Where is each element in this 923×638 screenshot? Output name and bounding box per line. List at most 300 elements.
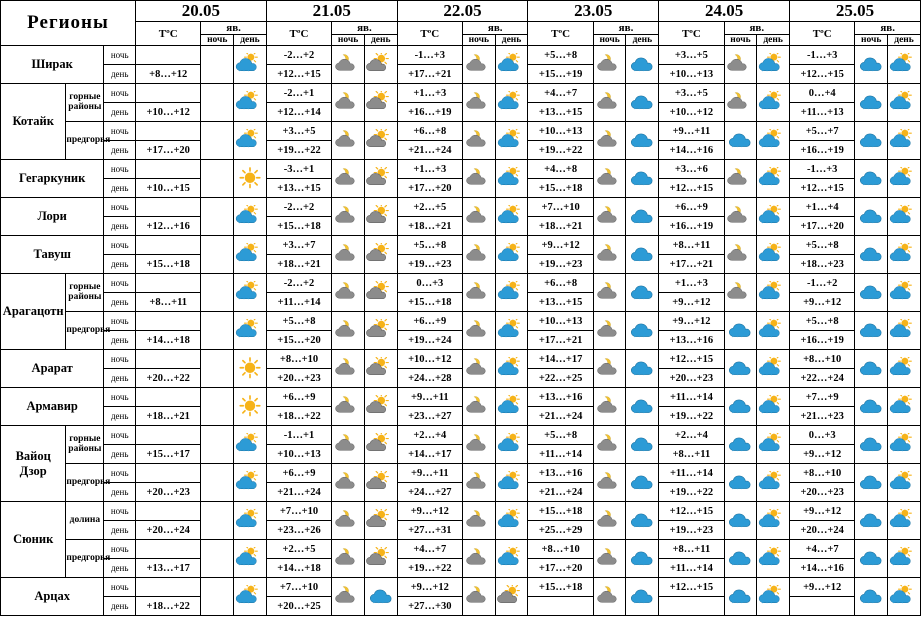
temp-day-5: +14…+16 xyxy=(790,559,855,578)
header-night-2: ночь xyxy=(463,35,496,46)
icon-day-5 xyxy=(888,502,921,540)
icon-day-0 xyxy=(234,46,267,84)
temp-day-3: +21…+24 xyxy=(528,483,593,502)
temp-night-4: +6…+9 xyxy=(659,198,724,217)
icon-day-2 xyxy=(495,236,528,274)
row-label-night: ночь xyxy=(104,312,136,331)
temp-day-5: +9…+12 xyxy=(790,293,855,312)
row-label-day: день xyxy=(104,103,136,122)
temp-night-4: +9…+12 xyxy=(659,312,724,331)
row-label-night: ночь xyxy=(104,350,136,369)
temp-night-5: 0…+3 xyxy=(790,426,855,445)
icon-day-1 xyxy=(364,388,397,426)
icon-day-0 xyxy=(234,198,267,236)
temp-day-4: +17…+21 xyxy=(659,255,724,274)
temp-night-2: 0…+3 xyxy=(397,274,462,293)
header-date-2: 22.05 xyxy=(397,1,528,22)
temp-day-4: +19…+23 xyxy=(659,521,724,540)
temp-night-0 xyxy=(136,502,201,521)
icon-night-1 xyxy=(332,502,365,540)
icon-night-0 xyxy=(201,540,234,578)
icon-day-4 xyxy=(757,122,790,160)
temp-day-2: +17…+21 xyxy=(397,65,462,84)
row-label-night: ночь xyxy=(104,236,136,255)
icon-night-3 xyxy=(593,464,626,502)
icon-day-0 xyxy=(234,426,267,464)
icon-night-5 xyxy=(855,388,888,426)
temp-night-4: +3…+5 xyxy=(659,84,724,103)
temp-day-5: +16…+19 xyxy=(790,141,855,160)
region-subzone: горные районы xyxy=(66,274,104,312)
table-row xyxy=(1,502,921,521)
icon-night-1 xyxy=(332,350,365,388)
icon-night-4 xyxy=(724,160,757,198)
header-phenom-3: яв. xyxy=(593,22,658,35)
icon-night-3 xyxy=(593,236,626,274)
temp-night-5: +9…+12 xyxy=(790,578,855,597)
icon-night-2 xyxy=(463,160,496,198)
temp-night-3: +15…+18 xyxy=(528,502,593,521)
icon-day-4 xyxy=(757,312,790,350)
icon-day-1 xyxy=(364,464,397,502)
temp-night-5: +5…+8 xyxy=(790,236,855,255)
temp-day-5: +21…+23 xyxy=(790,407,855,426)
temp-day-1: +20…+25 xyxy=(266,597,331,616)
icon-night-5 xyxy=(855,540,888,578)
table-row xyxy=(1,312,921,331)
row-label-day: день xyxy=(104,559,136,578)
row-label-night: ночь xyxy=(104,122,136,141)
region-subzone: предгорья xyxy=(66,464,104,502)
temp-day-2: +17…+20 xyxy=(397,179,462,198)
header-temp-5: TºC xyxy=(790,22,855,46)
temp-day-4: +16…+19 xyxy=(659,217,724,236)
icon-day-0 xyxy=(234,578,267,616)
header-night-1: ночь xyxy=(332,35,365,46)
temp-day-0: +18…+22 xyxy=(136,597,201,616)
icon-night-3 xyxy=(593,540,626,578)
icon-day-0 xyxy=(234,160,267,198)
temp-night-3: +6…+8 xyxy=(528,274,593,293)
icon-night-2 xyxy=(463,198,496,236)
row-label-night: ночь xyxy=(104,160,136,179)
temp-day-3: +13…+15 xyxy=(528,293,593,312)
region-name: Сюник xyxy=(1,502,66,578)
temp-day-5: +12…+15 xyxy=(790,65,855,84)
temp-night-1: -2…+1 xyxy=(266,84,331,103)
temp-day-0: +12…+16 xyxy=(136,217,201,236)
temp-night-0 xyxy=(136,274,201,293)
icon-night-3 xyxy=(593,274,626,312)
icon-day-2 xyxy=(495,84,528,122)
icon-day-1 xyxy=(364,350,397,388)
icon-day-1 xyxy=(364,426,397,464)
temp-night-1: +8…+10 xyxy=(266,350,331,369)
header-temp-1: TºC xyxy=(266,22,331,46)
icon-night-0 xyxy=(201,350,234,388)
icon-night-4 xyxy=(724,464,757,502)
icon-day-3 xyxy=(626,540,659,578)
temp-night-0 xyxy=(136,84,201,103)
row-label-day: день xyxy=(104,483,136,502)
icon-night-0 xyxy=(201,122,234,160)
icon-day-5 xyxy=(888,236,921,274)
header-day-2: день xyxy=(495,35,528,46)
temp-night-3: +4…+8 xyxy=(528,160,593,179)
icon-day-5 xyxy=(888,84,921,122)
temp-night-5: -1…+3 xyxy=(790,160,855,179)
icon-night-0 xyxy=(201,236,234,274)
temp-night-0 xyxy=(136,312,201,331)
icon-day-2 xyxy=(495,502,528,540)
temp-day-0: +10…+12 xyxy=(136,103,201,122)
temp-day-3: +11…+14 xyxy=(528,445,593,464)
icon-day-5 xyxy=(888,464,921,502)
icon-day-3 xyxy=(626,198,659,236)
temp-night-4: +1…+3 xyxy=(659,274,724,293)
temp-day-4: +10…+13 xyxy=(659,65,724,84)
temp-night-2: -1…+3 xyxy=(397,46,462,65)
icon-night-4 xyxy=(724,388,757,426)
temp-night-0 xyxy=(136,578,201,597)
header-day-5: день xyxy=(888,35,921,46)
icon-day-0 xyxy=(234,350,267,388)
temp-day-2: +27…+31 xyxy=(397,521,462,540)
icon-night-3 xyxy=(593,46,626,84)
temp-night-0 xyxy=(136,464,201,483)
row-label-night: ночь xyxy=(104,578,136,597)
temp-night-5: 0…+4 xyxy=(790,84,855,103)
region-name: Лори xyxy=(1,198,104,236)
temp-day-4: +19…+22 xyxy=(659,407,724,426)
header-night-5: ночь xyxy=(855,35,888,46)
icon-night-3 xyxy=(593,198,626,236)
icon-night-5 xyxy=(855,198,888,236)
icon-night-5 xyxy=(855,502,888,540)
icon-day-0 xyxy=(234,84,267,122)
temp-night-4: +12…+15 xyxy=(659,578,724,597)
icon-day-2 xyxy=(495,46,528,84)
temp-night-4: +11…+14 xyxy=(659,464,724,483)
temp-day-5: +9…+12 xyxy=(790,445,855,464)
row-label-night: ночь xyxy=(104,46,136,65)
temp-day-5 xyxy=(790,597,855,616)
icon-day-5 xyxy=(888,122,921,160)
icon-day-5 xyxy=(888,578,921,616)
row-label-night: ночь xyxy=(104,388,136,407)
icon-night-1 xyxy=(332,578,365,616)
icon-day-1 xyxy=(364,236,397,274)
temp-day-4: +10…+12 xyxy=(659,103,724,122)
icon-day-2 xyxy=(495,464,528,502)
temp-day-5: +22…+24 xyxy=(790,369,855,388)
temp-day-3: +18…+21 xyxy=(528,217,593,236)
region-subzone: предгорья xyxy=(66,122,104,160)
icon-day-0 xyxy=(234,540,267,578)
temp-day-4: +19…+22 xyxy=(659,483,724,502)
temp-night-3: +13…+16 xyxy=(528,388,593,407)
temp-night-2: +9…+11 xyxy=(397,388,462,407)
icon-night-3 xyxy=(593,350,626,388)
temp-day-0: +8…+11 xyxy=(136,293,201,312)
table-row xyxy=(1,122,921,141)
icon-day-5 xyxy=(888,426,921,464)
icon-day-2 xyxy=(495,160,528,198)
region-subzone: предгорья xyxy=(66,540,104,578)
temp-night-3: +10…+13 xyxy=(528,312,593,331)
temp-day-2: +19…+24 xyxy=(397,331,462,350)
icon-night-3 xyxy=(593,312,626,350)
icon-day-3 xyxy=(626,160,659,198)
temp-night-2: +1…+3 xyxy=(397,84,462,103)
icon-night-2 xyxy=(463,426,496,464)
region-subzone: горные районы xyxy=(66,426,104,464)
row-label-night: ночь xyxy=(104,426,136,445)
icon-night-5 xyxy=(855,426,888,464)
icon-night-0 xyxy=(201,46,234,84)
icon-day-2 xyxy=(495,426,528,464)
icon-day-3 xyxy=(626,426,659,464)
icon-day-2 xyxy=(495,350,528,388)
header-date-5: 25.05 xyxy=(790,1,921,22)
icon-night-0 xyxy=(201,502,234,540)
icon-night-2 xyxy=(463,578,496,616)
icon-night-4 xyxy=(724,540,757,578)
icon-day-2 xyxy=(495,578,528,616)
temp-night-1: +2…+5 xyxy=(266,540,331,559)
icon-day-4 xyxy=(757,388,790,426)
temp-night-1: +7…+10 xyxy=(266,578,331,597)
temp-day-2: +19…+22 xyxy=(397,559,462,578)
temp-night-5: +4…+7 xyxy=(790,540,855,559)
region-name: Гегаркуник xyxy=(1,160,104,198)
icon-day-4 xyxy=(757,464,790,502)
icon-night-5 xyxy=(855,160,888,198)
icon-day-0 xyxy=(234,388,267,426)
temp-night-1: -2…+2 xyxy=(266,274,331,293)
temp-night-1: +5…+8 xyxy=(266,312,331,331)
temp-day-1: +10…+13 xyxy=(266,445,331,464)
icon-night-5 xyxy=(855,236,888,274)
temp-night-5: +5…+7 xyxy=(790,122,855,141)
temp-day-3: +17…+20 xyxy=(528,559,593,578)
header-phenom-1: яв. xyxy=(332,22,397,35)
header-phenom-4: яв. xyxy=(724,22,789,35)
icon-night-2 xyxy=(463,540,496,578)
icon-night-4 xyxy=(724,198,757,236)
region-name: Тавуш xyxy=(1,236,104,274)
row-label-day: день xyxy=(104,369,136,388)
icon-day-0 xyxy=(234,464,267,502)
temp-day-2: +18…+21 xyxy=(397,217,462,236)
icon-day-4 xyxy=(757,502,790,540)
icon-day-4 xyxy=(757,236,790,274)
temp-night-2: +10…+12 xyxy=(397,350,462,369)
icon-night-2 xyxy=(463,350,496,388)
icon-day-5 xyxy=(888,198,921,236)
temp-night-2: +1…+3 xyxy=(397,160,462,179)
header-date-3: 23.05 xyxy=(528,1,659,22)
icon-day-4 xyxy=(757,350,790,388)
icon-night-2 xyxy=(463,388,496,426)
icon-night-4 xyxy=(724,122,757,160)
temp-night-4: +11…+14 xyxy=(659,388,724,407)
icon-night-1 xyxy=(332,122,365,160)
icon-day-1 xyxy=(364,84,397,122)
icon-day-5 xyxy=(888,312,921,350)
row-label-night: ночь xyxy=(104,274,136,293)
temp-night-2: +6…+9 xyxy=(397,312,462,331)
temp-night-5: +1…+4 xyxy=(790,198,855,217)
temp-day-1: +19…+22 xyxy=(266,141,331,160)
icon-night-5 xyxy=(855,122,888,160)
temp-night-4: +3…+6 xyxy=(659,160,724,179)
icon-day-1 xyxy=(364,502,397,540)
temp-night-0 xyxy=(136,540,201,559)
row-label-day: день xyxy=(104,331,136,350)
header-day-4: день xyxy=(757,35,790,46)
temp-day-4: +9…+12 xyxy=(659,293,724,312)
icon-day-0 xyxy=(234,502,267,540)
region-subzone: горные районы xyxy=(66,84,104,122)
temp-day-2: +24…+27 xyxy=(397,483,462,502)
temp-night-1: +7…+10 xyxy=(266,502,331,521)
temp-night-1: +6…+9 xyxy=(266,388,331,407)
temp-night-0 xyxy=(136,236,201,255)
temp-night-5: -1…+3 xyxy=(790,46,855,65)
icon-day-1 xyxy=(364,46,397,84)
temp-night-2: +9…+12 xyxy=(397,502,462,521)
row-label-day: день xyxy=(104,141,136,160)
temp-night-5: -1…+2 xyxy=(790,274,855,293)
temp-day-4: +12…+15 xyxy=(659,179,724,198)
temp-night-1: -2…+2 xyxy=(266,46,331,65)
icon-night-1 xyxy=(332,464,365,502)
icon-day-3 xyxy=(626,274,659,312)
temp-day-1: +12…+14 xyxy=(266,103,331,122)
temp-day-3: +17…+21 xyxy=(528,331,593,350)
header-temp-0: TºC xyxy=(136,22,201,46)
table-row xyxy=(1,198,921,217)
temp-night-3: +8…+10 xyxy=(528,540,593,559)
icon-day-4 xyxy=(757,426,790,464)
icon-day-1 xyxy=(364,122,397,160)
row-label-day: день xyxy=(104,445,136,464)
header-day-1: день xyxy=(364,35,397,46)
icon-day-3 xyxy=(626,46,659,84)
table-row xyxy=(1,84,921,103)
temp-night-1: +3…+5 xyxy=(266,122,331,141)
icon-night-1 xyxy=(332,46,365,84)
icon-day-4 xyxy=(757,274,790,312)
temp-day-5: +20…+23 xyxy=(790,483,855,502)
temp-day-2: +23…+27 xyxy=(397,407,462,426)
temp-day-3: +15…+18 xyxy=(528,179,593,198)
icon-day-0 xyxy=(234,236,267,274)
icon-night-4 xyxy=(724,426,757,464)
temp-day-1: +13…+15 xyxy=(266,179,331,198)
icon-day-2 xyxy=(495,198,528,236)
region-name: Котайк xyxy=(1,84,66,160)
icon-day-1 xyxy=(364,198,397,236)
header-date-4: 24.05 xyxy=(659,1,790,22)
temp-night-4: +9…+11 xyxy=(659,122,724,141)
icon-night-4 xyxy=(724,578,757,616)
temp-day-3: +19…+23 xyxy=(528,255,593,274)
row-label-day: день xyxy=(104,217,136,236)
temp-day-4: +20…+23 xyxy=(659,369,724,388)
icon-night-5 xyxy=(855,84,888,122)
icon-night-1 xyxy=(332,236,365,274)
icon-night-3 xyxy=(593,160,626,198)
icon-night-4 xyxy=(724,350,757,388)
temp-night-1: +6…+9 xyxy=(266,464,331,483)
row-label-day: день xyxy=(104,407,136,426)
temp-night-2: +6…+8 xyxy=(397,122,462,141)
temp-day-1: +18…+22 xyxy=(266,407,331,426)
icon-day-4 xyxy=(757,578,790,616)
temp-night-5: +5…+8 xyxy=(790,312,855,331)
table-row xyxy=(1,578,921,597)
icon-day-3 xyxy=(626,312,659,350)
temp-day-3: +21…+24 xyxy=(528,407,593,426)
temp-day-4: +13…+16 xyxy=(659,331,724,350)
row-label-day: день xyxy=(104,255,136,274)
temp-night-2: +2…+5 xyxy=(397,198,462,217)
icon-night-1 xyxy=(332,84,365,122)
icon-night-4 xyxy=(724,236,757,274)
icon-day-2 xyxy=(495,388,528,426)
table-row xyxy=(1,464,921,483)
icon-day-4 xyxy=(757,84,790,122)
icon-night-2 xyxy=(463,46,496,84)
temp-day-4: +11…+14 xyxy=(659,559,724,578)
icon-day-3 xyxy=(626,350,659,388)
icon-night-1 xyxy=(332,274,365,312)
temp-night-2: +9…+12 xyxy=(397,578,462,597)
icon-night-5 xyxy=(855,464,888,502)
temp-day-0: +15…+18 xyxy=(136,255,201,274)
row-label-day: день xyxy=(104,65,136,84)
icon-night-5 xyxy=(855,350,888,388)
table-row xyxy=(1,540,921,559)
table-row xyxy=(1,160,921,179)
temp-night-2: +4…+7 xyxy=(397,540,462,559)
table-row xyxy=(1,236,921,255)
icon-night-1 xyxy=(332,426,365,464)
row-label-day: день xyxy=(104,597,136,616)
header-temp-4: TºC xyxy=(659,22,724,46)
table-row xyxy=(1,388,921,407)
temp-day-1: +15…+18 xyxy=(266,217,331,236)
temp-day-2: +19…+23 xyxy=(397,255,462,274)
icon-night-0 xyxy=(201,160,234,198)
icon-day-3 xyxy=(626,236,659,274)
temp-night-3: +15…+18 xyxy=(528,578,593,597)
table-row xyxy=(1,350,921,369)
temp-day-3: +19…+22 xyxy=(528,141,593,160)
temp-day-5: +16…+19 xyxy=(790,331,855,350)
icon-night-0 xyxy=(201,388,234,426)
region-subzone: долина xyxy=(66,502,104,540)
icon-day-0 xyxy=(234,122,267,160)
region-name: Армавир xyxy=(1,388,104,426)
icon-night-1 xyxy=(332,160,365,198)
icon-night-4 xyxy=(724,312,757,350)
icon-night-2 xyxy=(463,464,496,502)
temp-day-0: +13…+17 xyxy=(136,559,201,578)
temp-day-1: +21…+24 xyxy=(266,483,331,502)
